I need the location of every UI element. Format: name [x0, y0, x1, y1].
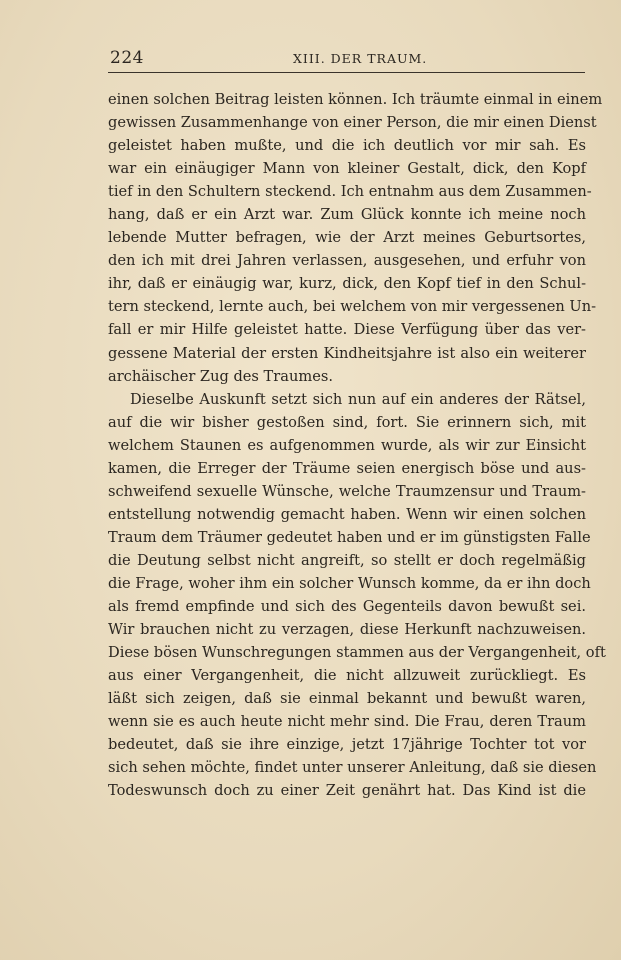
text-line: die Frage, woher ihm ein solcher Wunsch komme, da er ihn doch — [108, 574, 591, 592]
text-line: Traum dem Träumer gedeutet haben und er im günstigsten Falle — [108, 528, 591, 546]
page-header — [108, 46, 585, 73]
text-line: schweifend sexuelle Wünsche, welche Traumzensur und Traum- — [108, 482, 586, 500]
text-line: war ein einäugiger Mann von kleiner Gestalt, dick, den Kopf — [108, 160, 586, 178]
running-head: XIII. DER TRAUM. — [293, 51, 428, 66]
text-line: fall er mir Hilfe geleistet hatte. Diese Verfügung über das ver- — [108, 321, 586, 339]
text-line: Todeswunsch doch zu einer Zeit genährt hat. Das Kind ist die — [108, 782, 586, 800]
text-line: die Deutung selbst nicht angreift, so stellt er doch regelmäßig — [108, 551, 586, 569]
text-line: einen solchen Beitrag leisten können. Ich träumte einmal in einem — [108, 91, 603, 108]
text-line: aus einer Vergangenheit, die nicht allzuweit zurückliegt. Es — [108, 667, 586, 685]
text-line: den ich mit drei Jahren verlassen, ausgesehen, und erfuhr von — [108, 252, 586, 270]
text-line: sich sehen möchte, findet unter unserer Anleitung, daß sie diesen — [108, 759, 597, 777]
body-text — [108, 88, 606, 802]
text-line: wenn sie es auch heute nicht mehr sind. Die Frau, deren Traum — [108, 713, 586, 731]
text-line: lebende Mutter befragen, wie der Arzt meines Geburtsortes, — [108, 229, 586, 247]
text-line: hang, daß er ein Arzt war. Zum Glück konnte ich meine noch — [108, 206, 586, 224]
text-line: welchem Staunen es aufgenommen wurde, als wir zur Einsicht — [108, 436, 586, 454]
text-line: gewissen Zusammenhange von einer Person, die mir einen Dienst — [108, 114, 597, 132]
text-line: als fremd empfinde und sich des Gegenteils davon bewußt sei. — [108, 598, 586, 616]
text-line: Wir brauchen nicht zu verzagen, diese Herkunft nachzuweisen. — [108, 621, 586, 639]
text-line: auf die wir bisher gestoßen sind, fort. Sie erinnern sich, mit — [108, 413, 586, 431]
text-line: Diese bösen Wunschregungen stammen aus der Vergangenheit, oft — [108, 644, 606, 662]
text-line: läßt sich zeigen, daß sie einmal bekannt und bewußt waren, — [108, 690, 586, 708]
text-line: entstellung notwendig gemacht haben. Wenn wir einen solchen — [108, 505, 586, 523]
text-line: bedeutet, daß sie ihre einzige, jetzt 17jährige Tochter tot vor — [108, 736, 586, 754]
page-number: 224 — [110, 48, 144, 68]
text-line: gessene Material der ersten Kindheitsjahre ist also ein weiterer — [108, 344, 586, 362]
text-line: geleistet haben mußte, und die ich deutlich vor mir sah. Es — [108, 137, 586, 155]
paragraph-end-line: archäischer Zug des Traumes. — [108, 367, 333, 385]
text-line: tern steckend, lernte auch, bei welchem von mir vergessenen Un- — [108, 298, 597, 316]
text-line: ihr, daß er einäugig war, kurz, dick, den Kopf tief in den Schul- — [108, 275, 586, 293]
text-line: kamen, die Erreger der Träume seien energisch böse und aus- — [108, 459, 586, 477]
paragraph-start-line: Dieselbe Auskunft setzt sich nun auf ein anderes der Rätsel, — [130, 390, 586, 408]
text-line: tief in den Schultern steckend. Ich entnahm aus dem Zusammen- — [108, 183, 592, 201]
